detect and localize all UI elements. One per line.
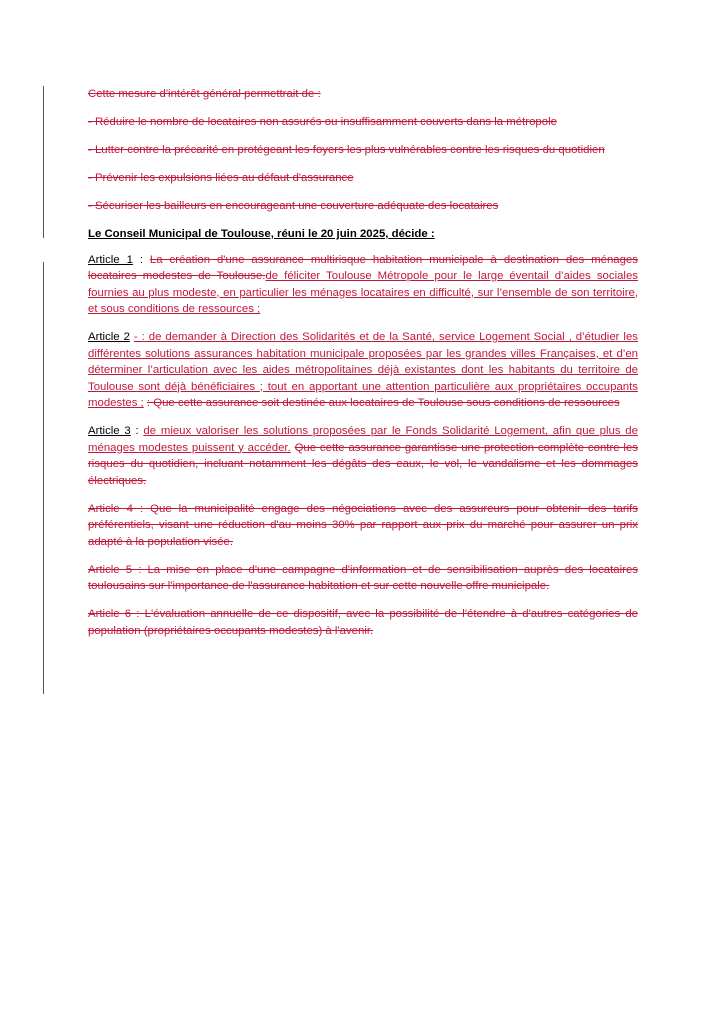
change-bar-top	[43, 86, 44, 238]
article-2-deleted: : Que cette assurance soit destinée aux locataires de Toulouse sous conditions de ressources	[146, 397, 620, 409]
intro-line: Cette mesure d'intérêt général permettrait de :	[88, 88, 321, 100]
article-1: Article 1 : La création d'une assurance multirisque habitation municipale à destination des ménages locataires modestes de Toulouse.de féliciter Toulouse Métropole pour le large éventail d’aides sociales fournies au plus modeste, en particulier les ménages locataires en difficulté, sur l’ensemble de son territoire, et sous conditions de ressources ;	[88, 253, 638, 315]
council-heading: Le Conseil Municipal de Toulouse, réuni le 20 juin 2025, décide :	[88, 228, 435, 240]
bullet-4: - Sécuriser les bailleurs en encourageant une couverture adéquate des locataires	[88, 200, 499, 212]
article-2-label: Article 2	[88, 331, 130, 343]
article-2	[88, 329, 638, 412]
article-3-deleted: Que cette assurance garantisse une protection complète contre les risques du quotidien, incluant notamment les dégâts des eaux, le vol, le vandalisme et les dommages électriques.	[88, 441, 638, 487]
article-4: Article 4 : Que la municipalité engage des négociations avec des assureurs pour obtenir des tarifs préférentiels, visant une réduction d'au moins 30% par rapport aux prix du marché pour assurer un prix adapté à la population visée.	[88, 502, 638, 548]
document-body	[88, 86, 638, 651]
article-3-inserted: de mieux valoriser les solutions proposées par le Fonds Solidarité Logement, afin que plus de ménages modestes puissent y accéder.	[88, 425, 638, 454]
article-3-label: Article 3	[88, 425, 131, 437]
change-bar-bottom	[43, 262, 44, 694]
article-1-deleted: La création d'une assurance multirisque habitation municipale à destination des ménages locataires modestes de Toulouse.	[88, 253, 638, 282]
bullet-3: - Prévenir les expulsions liées au défaut d'assurance	[88, 172, 354, 184]
bullet-1: - Réduire le nombre de locataires non assurés ou insuffisamment couverts dans la métropole	[88, 116, 557, 128]
article-2-inserted: - : de demander à Direction des Solidarités et de la Santé, service Logement Social , d’étudier les différentes solutions assurances habitation municipale proposées par les grandes villes Françaises, et d’en déterminer l’articulation avec les aides métropolitaines déjà existantes dont les habitants du territoire de Toulouse sont déjà bénéficiaires ; tout en apportant une attention particulière aux propriétaires occupants modestes ;	[88, 331, 638, 409]
article-6: Article 6 : L'évaluation annuelle de ce dispositif, avec la possibilité de l'étendre à d'autres catégories de population (propriétaires occupants modestes) à l'avenir.	[88, 608, 638, 637]
article-1-label: Article 1	[88, 253, 133, 266]
article-5: Article 5 : La mise en place d'une campagne d'information et de sensibilisation auprès des locataires toulousains sur l'importance de l'assurance habitation et sur cette nouvelle offre municipale.	[88, 563, 638, 592]
bullet-2: - Lutter contre la précarité en protégeant les foyers les plus vulnérables contre les risques du quotidien	[88, 144, 605, 156]
article-3: Article 3 : de mieux valoriser les solutions proposées par le Fonds Solidarité Logement, afin que plus de ménages modestes puissent y accéder. Que cette assurance garantisse une protection complète contre les risques du quotidien, incluant notamment les dégâts des eaux, le vol, le vandalisme et les dommages électriques.	[88, 425, 638, 487]
article-1-inserted: de féliciter Toulouse Métropole pour le large éventail d’aides sociales fournies au plus modeste, en particulier les ménages locataires en difficulté, sur l’ensemble de son territoire, et sous conditions de ressources ;	[88, 270, 638, 315]
